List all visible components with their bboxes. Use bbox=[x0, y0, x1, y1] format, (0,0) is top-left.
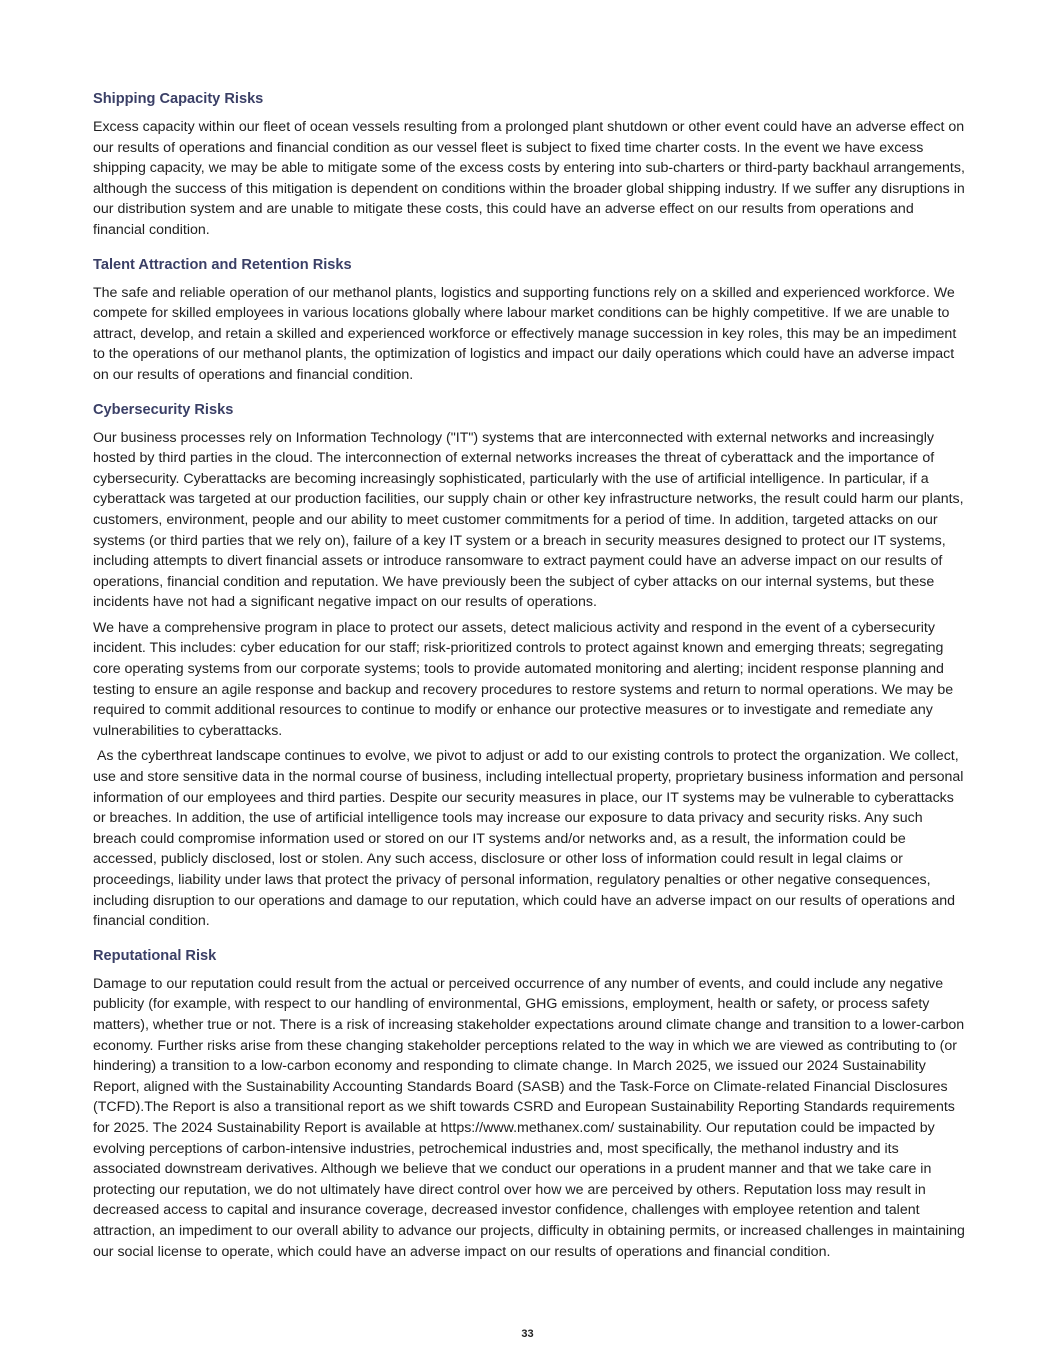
paragraph: Excess capacity within our fleet of ocean vessels resulting from a prolonged plant shutdown or other event could have an adverse effect on our results of operations and financial condition as our vessel fleet is subject to fixed time charter costs. In the event we have excess shipping capacity, we may be able to mitigate some of the excess costs by entering into sub-charters or third-party backhaul arrangements, although the success of this mitigation is dependent on conditions within the broader global shipping industry. If we suffer any disruptions in our distribution system and are unable to mitigate these costs, this could have an adverse effect on our results from operations and financial condition. bbox=[93, 119, 965, 238]
section-talent-attraction-retention-risks bbox=[93, 255, 965, 386]
section-heading: Talent Attraction and Retention Risks bbox=[93, 256, 352, 273]
paragraph: We have a comprehensive program in place to protect our assets, detect malicious activity and respond in the event of a cybersecurity incident. This includes: cyber education for our staff; risk-prioritized controls to protect against known and emerging threats; segregating core operating systems from our corporate systems; tools to provide automated monitoring and alerting; incident response planning and testing to ensure an agile response and backup and recovery procedures to restore systems and return to normal operations. We may be required to commit additional resources to continue to modify or enhance our protective measures or to investigate and remediate any vulnerabilities to cyberattacks. bbox=[93, 619, 954, 739]
paragraph: As the cyberthreat landscape continues to evolve, we pivot to adjust or add to our existing controls to protect the organization. We collect, use and store sensitive data in the normal course of business, including intellectual property, proprietary business information and personal information of our employees and third parties. Despite our security measures in place, our IT systems may be vulnerable to cyberattacks or breaches. In addition, the use of artificial intelligence tools may increase our exposure to data privacy and security risks. Any such breach could compromise information used or stored on our IT systems and/or networks and, as a result, the information could be accessed, publicly disclosed, lost or stolen. Any such access, disclosure or other loss of information could result in legal claims or proceedings, liability under laws that protect the privacy of personal information, regulatory penalties or other negative consequences, including disruption to our operations and damage to our reputation, which could have an adverse impact on our results of operations and financial condition. bbox=[93, 748, 968, 930]
section-heading: Reputational Risk bbox=[93, 947, 217, 964]
section-cybersecurity-risks bbox=[93, 400, 968, 932]
section-reputational-risk bbox=[93, 946, 965, 1262]
section-heading: Shipping Capacity Risks bbox=[93, 91, 264, 107]
section-heading: Cybersecurity Risks bbox=[93, 401, 234, 418]
page-number: 33 bbox=[521, 1328, 534, 1340]
paragraph: Damage to our reputation could result from the actual or perceived occurrence of any number of events, and could include any negative publicity (for example, with respect to our handling of environmental, GHG emissions, employment, health or safety, or process safety matters), whether true or not. There is a risk of increasing stakeholder expectations around climate change and transition to a lower-carbon economy. Further risks arise from these changing stakeholder perceptions related to the way in which we are viewed as contributing to (or hindering) a transition to a low-carbon economy and responding to climate change. In March 2025, we issued our 2024 Sustainability Report, aligned with the Sustainability Accounting Standards Board (SASB) and the Task-Force on Climate-related Financial Disclosures (TCFD).The Report is also a transitional report as we shift towards CSRD and European Sustainability Reporting Standards requirements for 2025. The 2024 Sustainability Report is available at https://www.methanex.com/ sustainability. Our reputation could be impacted by evolving perceptions of carbon-intensive industries, petrochemical industries and, most specifically, the methanol industry and its associated downstream derivatives. Although we believe that we conduct our operations in a prudent manner and that we take care in protecting our reputation, we do not ultimately have direct control over how we are perceived by others. Reputation loss may result in decreased access to capital and insurance coverage, decreased investor confidence, challenges with employee retention and talent attraction, an impediment to our overall ability to advance our projects, difficulty in obtaining permits, or increased challenges in maintaining our social license to operate, which could have an adverse impact on our results of operations and financial condition. bbox=[93, 975, 965, 1260]
paragraph: Our business processes rely on Information Technology ("IT") systems that are interconnected with external networks and increasingly hosted by third parties in the cloud. The interconnection of external networks increases the threat of cyberattack and the importance of cybersecurity. Cyberattacks are becoming increasingly sophisticated, particularly with the use of artificial intelligence. In particular, if a cyberattack was targeted at our production facilities, our supply chain or other key infrastructure networks, the result could harm our plants, customers, environment, people and our ability to meet customer commitments for a period of time. In addition, targeted attacks on our systems (or third parties that we rely on), failure of a key IT system or a breach in security measures designed to protect our IT systems, including attempts to divert financial assets or introduce ransomware to extract payment could have an adverse impact on our results of operations, financial condition and reputation. We have previously been the subject of cyber attacks on our internal systems, but these incidents have not had a significant negative impact on our results of operations. bbox=[93, 429, 964, 611]
document-page bbox=[93, 89, 968, 1276]
paragraph: The safe and reliable operation of our methanol plants, logistics and supporting functions rely on a skilled and experienced workforce. We compete for skilled employees in various locations globally where labour market conditions can be highly competitive. If we are unable to attract, develop, and retain a skilled and experienced workforce or effectively manage succession in key roles, this may be an impediment to the operations of our methanol plants, the optimization of logistics and impact our daily operations which could have an adverse impact on our results of operations and financial condition. bbox=[93, 284, 957, 383]
section-shipping-capacity-risks bbox=[93, 89, 965, 241]
